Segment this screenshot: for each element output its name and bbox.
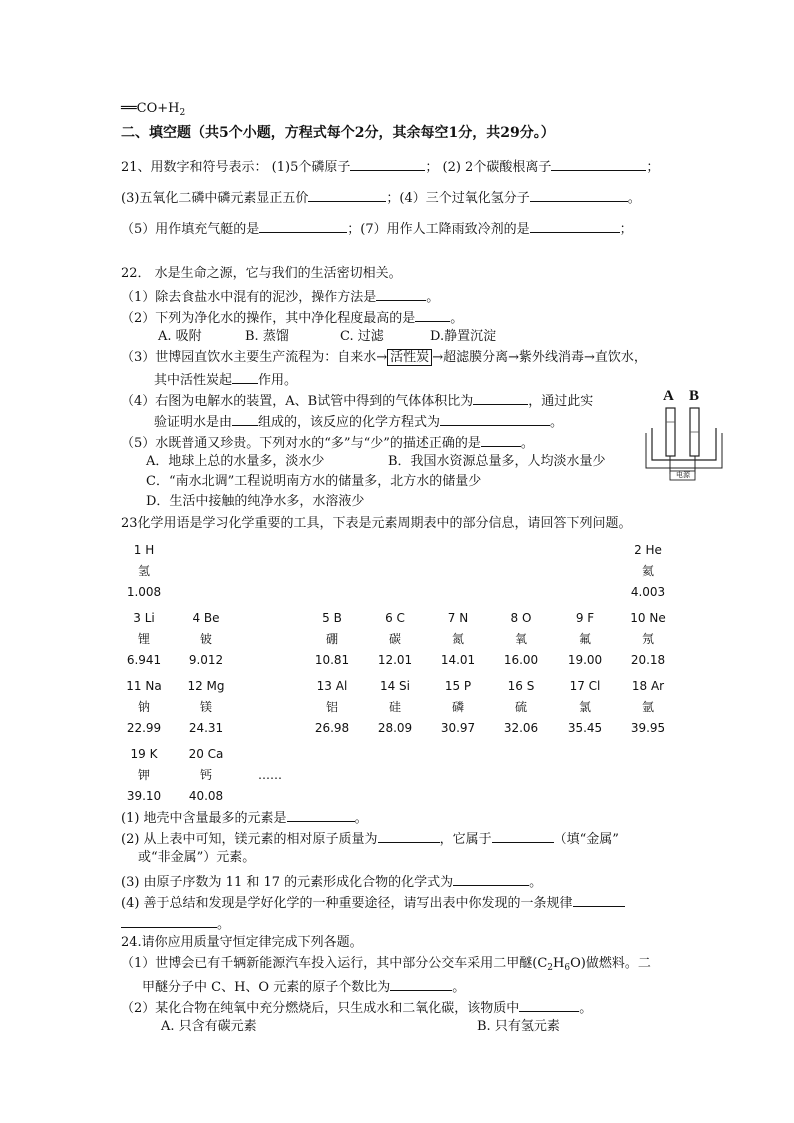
answer-blank[interactable]: [440, 412, 550, 426]
q22-option-c: C. 过滤: [340, 329, 384, 344]
q24-part1-cont: 甲醚分子中 C、H、O 元素的原子个数比为 。: [142, 977, 465, 996]
answer-blank[interactable]: [308, 188, 386, 202]
answer-blank[interactable]: [232, 412, 258, 426]
answer-blank[interactable]: [453, 872, 529, 886]
answer-blank[interactable]: [121, 914, 217, 928]
power-label: 电源: [676, 471, 690, 479]
element-cell-k: 19 K 钾 39.10: [126, 747, 162, 803]
element-cell-al: 13 Al 铝 26.98: [314, 679, 350, 735]
element-cell-cl: 17 Cl 氯 35.45: [567, 679, 603, 735]
answer-blank[interactable]: [390, 977, 452, 991]
q21-line1: 21、用数字和符号表示： (1)5个磷原子 ； (2) 2个碳酸根离子 ；: [121, 157, 659, 176]
answer-blank[interactable]: [415, 308, 450, 322]
element-cell-ar: 18 Ar 氩 39.95: [630, 679, 666, 735]
answer-blank[interactable]: [378, 829, 440, 843]
element-cell-o: 8 O 氧 16.00: [503, 611, 539, 667]
q23-sub4: (4) 善于总结和发现是学好化学的一种重要途径，请写出表中你发现的一条规律: [121, 893, 625, 912]
q22-part5: （5）水既普通又珍贵。下列对水的“多”与“少”的描述正确的是 。: [121, 433, 534, 452]
section-title: 二、填空题（共5个小题，方程式每个2分，其余每空1分，共29分。）: [121, 125, 555, 141]
tube-b-label: B: [689, 388, 700, 404]
element-cell-si: 14 Si 硅 28.09: [377, 679, 413, 735]
element-cell-b: 5 B 硼 10.81: [314, 611, 350, 667]
element-cell-c: 6 C 碳 12.01: [377, 611, 413, 667]
boxed-term: 活性炭: [387, 349, 432, 366]
q22-part1: （1）除去食盐水中混有的泥沙，操作方法是 。: [121, 287, 439, 306]
q22-part4: （4）右图为电解水的装置，A、B试管中得到的气体体积比为 ，通过此实: [121, 391, 593, 410]
q24-part2: （2）某化合物在纯氧中充分燃烧后，只生成水和二氧化碳，该物质中 。: [121, 998, 592, 1017]
q23-sub3: (3) 由原子序数为 11 和 17 的元素形成化合物的化学式为 。: [121, 872, 542, 891]
answer-blank[interactable]: [259, 219, 347, 233]
q23-sub4-cont: 。: [121, 914, 230, 933]
q22-part2: （2）下列为净化水的操作，其中净化程度最高的是 。: [121, 308, 463, 327]
q22-part3: （3）世博园直饮水主要生产流程为：自来水→ 活性炭 →超滤膜分离→紫外线消毒→直饮水，: [121, 350, 647, 365]
answer-blank[interactable]: [232, 370, 258, 384]
element-cell-ca: 20 Ca 钙 40.08: [188, 747, 224, 803]
q22-option-b: B. 蒸馏: [245, 329, 289, 344]
element-cell-mg: 12 Mg 镁 24.31: [187, 679, 225, 735]
answer-blank[interactable]: [350, 157, 425, 171]
element-cell-s: 16 S 硫 32.06: [503, 679, 539, 735]
answer-blank[interactable]: [287, 808, 355, 822]
element-cell-na: 11 Na 钠 22.99: [126, 679, 162, 735]
q22-option5d: D．生活中接触的纯净水多，水溶液少: [146, 494, 365, 509]
answer-blank[interactable]: [492, 829, 554, 843]
q24-part1: （1）世博会已有千辆新能源汽车投入运行，其中部分公交车采用二甲醚$(C_2H_6O)$做燃料。二: [121, 956, 651, 973]
q23-sub2-cont: 或“非金属”）元素。: [138, 850, 256, 865]
element-cell-li: 3 Li 锂 6.941: [126, 611, 162, 667]
q24-option-a: A. 只含有碳元素: [161, 1019, 257, 1034]
q22-option5b: B．我国水资源总量多，人均淡水量少: [388, 454, 606, 469]
q23-sub1: (1) 地壳中含量最多的元素是 。: [121, 808, 368, 827]
answer-blank[interactable]: [473, 391, 528, 405]
q21-line3: （5）用作填充气艇的是 ；(7）用作人工降雨致冷剂的是 ；: [121, 219, 633, 238]
element-cell-he: 2 He 氦 4.003: [630, 543, 666, 599]
q22-option5c: C．“南水北调”工程说明南方水的储量多，北方水的储量少: [146, 474, 482, 489]
q22-option5a: A．地球上总的水量多，淡水少: [146, 454, 325, 469]
answer-blank[interactable]: [551, 157, 646, 171]
q22-intro: 22． 水是生命之源，它与我们的生活密切相关。: [121, 266, 402, 281]
answer-blank[interactable]: [573, 893, 625, 907]
element-cell-n: 7 N 氮 14.01: [440, 611, 476, 667]
top-formula: $══CO+H_2$: [121, 101, 186, 118]
q24-intro: 24.请你应用质量守恒定律完成下列各题。: [121, 935, 363, 950]
q23-sub2: (2) 从上表中可知，镁元素的相对原子质量为 ，它属于 （填“金属”: [121, 829, 619, 848]
q22-part3-cont: 其中活性炭起 作用。: [154, 370, 297, 389]
q23-intro: 23化学用语是学习化学重要的工具，下表是元素周期表中的部分信息，请回答下列问题。: [121, 516, 632, 531]
element-cell-p: 15 P 磷 30.97: [440, 679, 476, 735]
tube-a-label: A: [663, 388, 674, 404]
table-ellipsis: ……: [258, 768, 282, 782]
q21-line2: (3)五氧化二磷中磷元素显正五价 ；(4）三个过氧化氢分子 。: [121, 188, 641, 207]
q24-option-b: B. 只有氢元素: [477, 1019, 560, 1034]
q22-option-d: D.静置沉淀: [430, 329, 497, 344]
answer-blank[interactable]: [376, 287, 426, 301]
element-cell-f: 9 F 氟 19.00: [567, 611, 603, 667]
element-cell-be: 4 Be 铍 9.012: [188, 611, 224, 667]
q22-option-a: A. 吸附: [158, 329, 202, 344]
answer-blank[interactable]: [481, 433, 521, 447]
element-cell-h: 1 H 氢 1.008: [126, 543, 162, 599]
answer-blank[interactable]: [530, 219, 620, 233]
element-cell-ne: 10 Ne 氖 20.18: [630, 611, 666, 667]
answer-blank[interactable]: [519, 998, 579, 1012]
answer-blank[interactable]: [530, 188, 628, 202]
q22-part4-cont: 验证明水是由 组成的，该反应的化学方程式为 。: [154, 412, 563, 431]
electrolysis-apparatus: [640, 388, 730, 488]
